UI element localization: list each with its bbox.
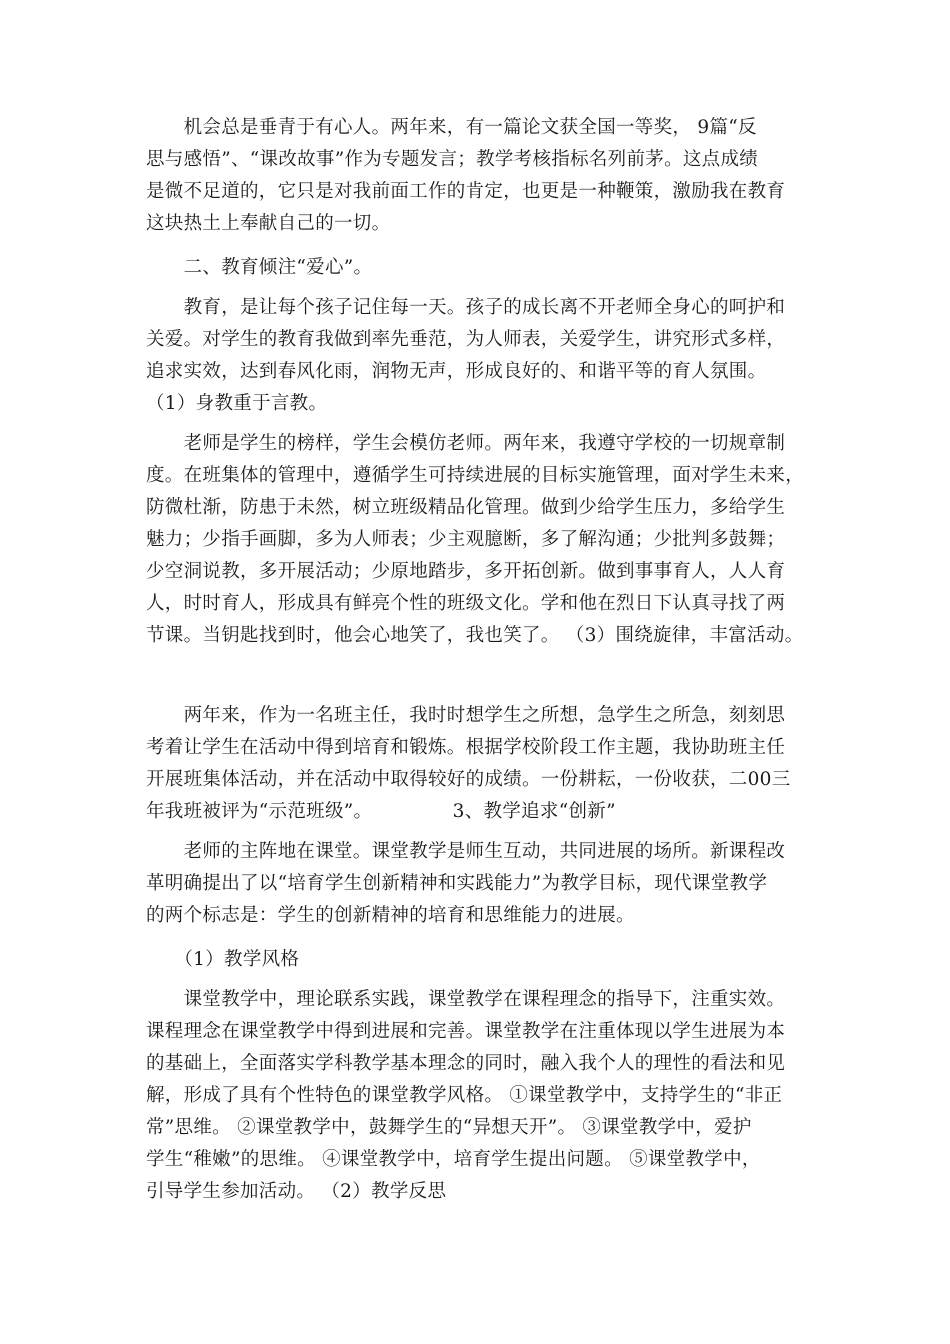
text-line: 追求实效，达到春风化雨，润物无声，形成良好的、和谐平等的育人氛围。 xyxy=(146,361,767,382)
text-line: 度。在班集体的管理中，遵循学生可持续进展的目标实施管理，面对学生未来， xyxy=(146,465,805,486)
text-line: 常”思维。 ②课堂教学中，鼓舞学生的“异想天开”。 ③课堂教学中，爱护 xyxy=(146,1117,752,1138)
text-line: 思与感悟”、“课改故事”作为专题发言；教学考核指标名列前茅。这点成绩 xyxy=(146,149,759,170)
text-line: 机会总是垂青于有心人。两年来，有一篇论文获全国一等奖， 9篇“反 xyxy=(146,117,757,138)
text-line: 这块热土上奉献自己的一切。 xyxy=(146,213,391,234)
text-line: 少空洞说教，多开展活动；少原地踏步，多开拓创新。做到事事育人，人人育 xyxy=(146,561,786,582)
text-line: 是微不足道的，它只是对我前面工作的肯定，也更是一种鞭策，激励我在教育 xyxy=(146,181,786,202)
text-line: 防微杜渐，防患于未然，树立班级精品化管理。做到少给学生压力，多给学生 xyxy=(146,497,786,518)
text-line: 魅力；少指手画脚，多为人师表；少主观臆断，多了解沟通；少批判多鼓舞； xyxy=(146,529,786,550)
text-line: 教育，是让每个孩子记住每一天。孩子的成长离不开老师全身心的呵护和 xyxy=(146,297,786,318)
text-line: 革明确提出了以“培育学生创新精神和实践能力”为教学目标，现代课堂教学 xyxy=(146,873,768,894)
text-line: 人，时时育人，形成具有鲜亮个性的班级文化。学和他在烈日下认真寻找了两 xyxy=(146,593,786,614)
text-line: 学生“稚嫩”的思维。 ④课堂教学中，培育学生提出问题。 ⑤课堂教学中， xyxy=(146,1149,761,1170)
text-line: 的基础上，全面落实学科教学基本理念的同时，融入我个人的理性的看法和见 xyxy=(146,1053,786,1074)
text-line: 节课。当钥匙找到时，他会心地笑了，我也笑了。 （3）围绕旋律，丰富活动。 xyxy=(146,625,804,646)
text-line: 解，形成了具有个性特色的课堂教学风格。 ①课堂教学中，支持学生的“非正 xyxy=(146,1085,783,1106)
subsection-heading: （1）身教重于言教。 xyxy=(146,393,328,414)
text-line: 考着让学生在活动中得到培育和锻炼。根据学校阶段工作主题，我协助班主任 xyxy=(146,737,786,758)
text-line: 关爱。对学生的教育我做到率先垂范，为人师表，关爱学生，讲究形式多样， xyxy=(146,329,786,350)
section-heading: 二、教育倾注“爱心”。 xyxy=(146,257,373,278)
text-line: 两年来，作为一名班主任，我时时想学生之所想，急学生之所急，刻刻思 xyxy=(146,705,786,726)
text-line: 课堂教学中，理论联系实践，课堂教学在课程理念的指导下，注重实效。 xyxy=(146,989,786,1010)
text-line: 开展班集体活动，并在活动中取得较好的成绩。一份耕耘，一份收获，二00三 xyxy=(146,769,791,790)
text-line: 课程理念在课堂教学中得到进展和完善。课堂教学在注重体现以学生进展为本 xyxy=(146,1021,786,1042)
text-line: 老师的主阵地在课堂。课堂教学是师生互动，共同进展的场所。新课程改 xyxy=(146,841,786,862)
text-line: 的两个标志是：学生的创新精神的培育和思维能力的进展。 xyxy=(146,905,635,926)
subsection-heading: （1）教学风格 xyxy=(146,949,300,970)
text-line: 老师是学生的榜样，学生会模仿老师。两年来，我遵守学校的一切规章制 xyxy=(146,433,786,454)
text-line: 引导学生参加活动。 （2）教学反思 xyxy=(146,1181,447,1202)
text-line: 年我班被评为“示范班级”。 3、教学追求“创新” xyxy=(146,801,616,822)
